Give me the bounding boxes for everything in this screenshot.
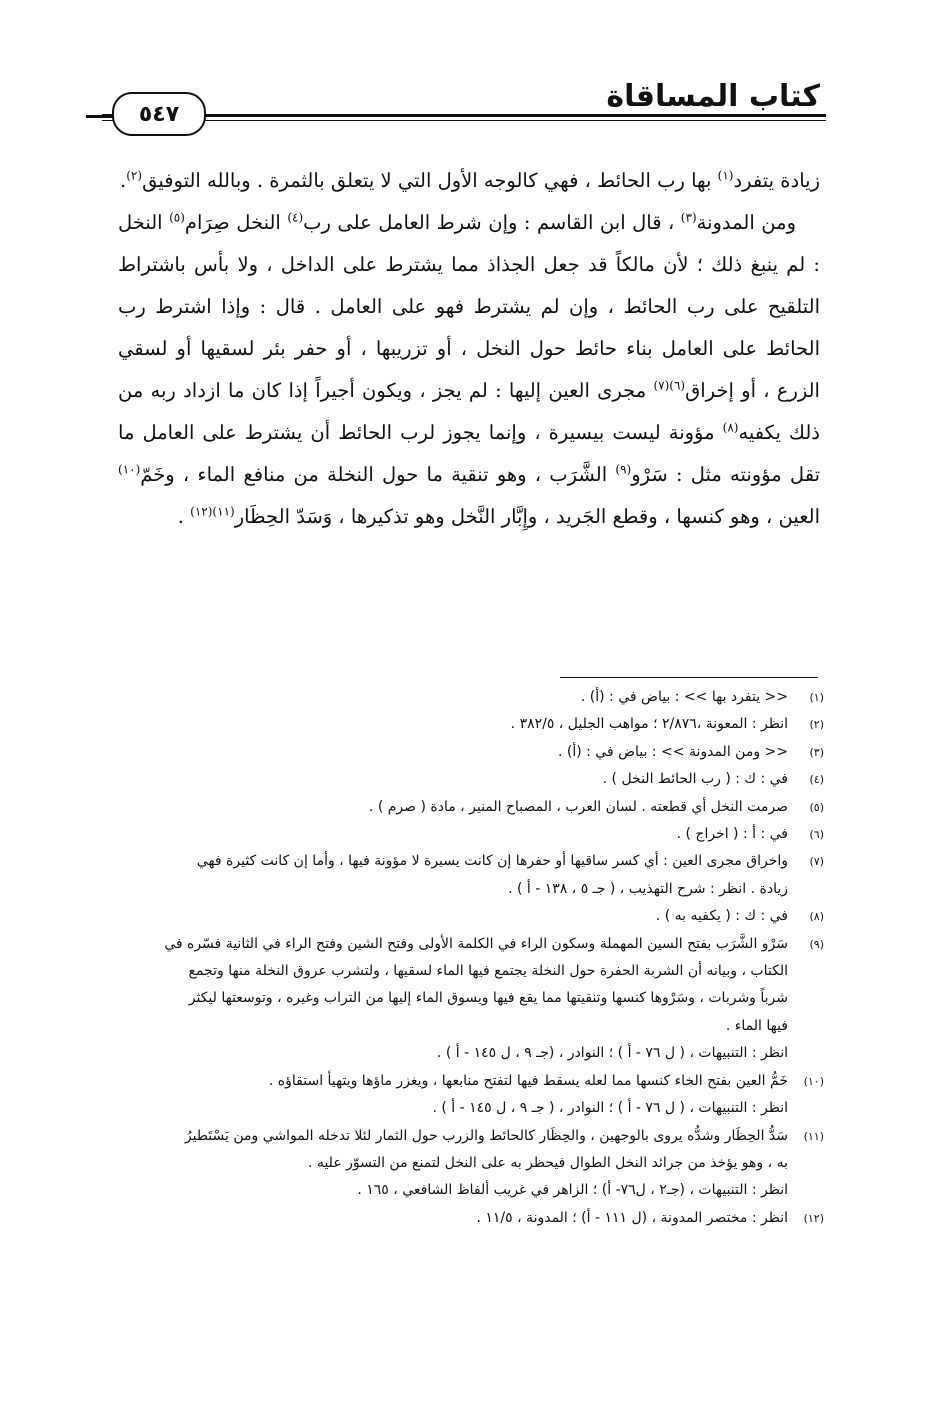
- footnote-ref: (١١)(١٢): [190, 504, 235, 519]
- footnote-ref: (١٠): [118, 462, 141, 477]
- text-run: العين ، وهو كنسها ، وقطع الجَريد ، وإِبَّار النَّخل وهو تذكيرها ، وَسَدّ الحِظَار: [234, 505, 820, 528]
- footnote-text: سَدُّ الحِظَار وشدُّه يروى بالوجهين ، والحِظَار كالحائط والزرب حول الثمار لئلا تدخله المواشي ومن يَسْتَطيرُ: [184, 1127, 788, 1144]
- footnote-number: (١٢): [803, 1211, 824, 1225]
- footnote-text: به ، وهو يؤخذ من جرائد النخل الطوال فيحظر به على النخل لتمنع من التسوّر عليه .: [308, 1154, 788, 1171]
- footnote: [88, 711, 824, 738]
- footnote-ref: (٥): [169, 210, 185, 225]
- text-run: .: [120, 169, 127, 192]
- text-run: مجرى العين إليها : لم يجز ، ويكون أجيراً إذا كان ما ازداد ربه من ذلك يكفيه: [118, 379, 820, 444]
- footnote: [88, 903, 824, 930]
- text-run: بها رب الحائط ، فهي كالوجه الأول التي لا يتعلق بالثمرة . وبالله التوفيق: [142, 169, 718, 192]
- footnote-ref: (٤): [287, 210, 304, 225]
- footnote: [88, 931, 824, 1068]
- text-run: مؤونة ليست بيسيرة ، وإنما يجوز لرب الحائط أن يشترط على العامل ما تقل مؤونته مثل : سَرْو: [118, 421, 820, 486]
- footnote-number: (٥): [809, 800, 824, 814]
- footnote-text: انظر : مختصر المدونة ، (ل ١١١ - أ) ؛ المدونة ، ١١/٥ .: [476, 1209, 788, 1226]
- footnote: [88, 1205, 824, 1232]
- header-rule-thin: [102, 120, 826, 121]
- footnote: [88, 821, 824, 848]
- footnote-divider: [560, 677, 818, 678]
- footnote-text: انظر : التنبيهات ، (جـ٢ ، ل٧٦- أ) ؛ الزاهر في غريب ألفاظ الشافعي ، ١٦٥ .: [357, 1182, 788, 1199]
- footnote-text: شرباً وشربات ، وسَرْوها كنسها وتنقيتها مما يقع فيها ويسوق الماء إليها من التراب وغيره ، وتوسعتها ليكثر: [188, 990, 788, 1007]
- text-run: النخل صِرَام: [184, 211, 288, 234]
- footnote-number: (٤): [809, 773, 824, 787]
- page-number: ٥٤٧: [138, 101, 180, 127]
- paragraph-1: [118, 160, 820, 202]
- footnote-ref: (٦)(٧): [653, 378, 686, 393]
- footnote-number: (٦): [809, 828, 824, 842]
- footnote-text: انظر : المعونة ،٢/٨٧٦ ؛ مواهب الجليل ، ٣٨٢/٥ .: [510, 716, 788, 733]
- text-run: ومن المدونة: [696, 211, 796, 234]
- footnote-text: خَمُّ العين بفتح الخاء كنسها مما لعله يسقط فيها لتفتح منابعها ، ويغزر ماؤها ويتهيأ استقاؤه .: [268, 1072, 788, 1089]
- text-run: الشَّرَب ، وهو تنقية ما حول النخلة من منافع الماء ، وخَمّ: [140, 463, 616, 486]
- footnote-number: (١): [809, 691, 824, 704]
- footnote-ref: (٣): [680, 210, 697, 225]
- footnote-text: << يتفرد بها >> : بياض في : (أ) .: [580, 689, 788, 705]
- footnote-text: فيها الماء .: [725, 1017, 788, 1034]
- footnote-text: في : أ : ( اخراج ) .: [676, 826, 788, 843]
- footnote: [88, 848, 824, 903]
- footnote-text: في : ك : ( رب الحائط النخل ) .: [602, 771, 788, 788]
- footnote: [88, 1068, 824, 1123]
- footnote: [88, 739, 824, 766]
- footnote-ref: (٨): [722, 420, 739, 435]
- footnote-text: انظر : التنبيهات ، ( ل ٧٦ - أ ) ؛ النوادر ، (جـ ٩ ، ل ١٤٥ - أ ) .: [436, 1045, 788, 1062]
- footnote-number: (٨): [809, 910, 824, 924]
- footnote-ref: (٩): [615, 462, 632, 477]
- footnote-text: سَرْو الشَّرَب بفتح السين المهملة وسكون الراء في الكلمة الأولى وفتح الشين وفتح الراء في الثانية فسّره في: [164, 935, 788, 952]
- main-text: [118, 160, 820, 538]
- footnote-text: زيادة . انظر : شرح التهذيب ، ( جـ ٥ ، ١٣٨ - أ ) .: [508, 880, 788, 897]
- footnote: [88, 794, 824, 821]
- paragraph-2: [118, 202, 820, 538]
- footnote-number: (٩): [809, 937, 824, 951]
- footnote: [88, 1123, 824, 1205]
- text-run: .: [177, 505, 191, 528]
- footnote-text: في : ك : ( يكفيه به ) .: [655, 908, 788, 925]
- footnote-number: (١٠): [803, 1074, 824, 1088]
- footnote-text: الكتاب ، وبيانه أن الشربة الحفرة حول النخلة يجتمع فيها الماء لسقيها ، ولتشرب عروق النخلة منها وتجمع: [188, 963, 788, 980]
- footnote: [88, 684, 824, 711]
- footnote-number: (٧): [809, 855, 824, 869]
- page-number-badge: [112, 92, 206, 136]
- running-header-title: كتاب المساقاة: [606, 79, 820, 114]
- footnote-ref: (١): [717, 168, 734, 183]
- text-run: زيادة يتفرد: [733, 169, 820, 192]
- footnote-text: << ومن المدونة >> : بياض في : (أ) .: [557, 743, 788, 760]
- footnote-ref: (٢): [126, 168, 143, 183]
- text-run: النخل : لم ينبغ ذلك ؛ لأن مالكاً قد جعل الجذاذ مما يشترط على الداخل ، ولا بأس باشتراط التلقيح على رب الحائط ، وإن لم يشترط فهو على العامل . قال : وإذا اشترط رب الحائط على العامل بناء حائط حول النخل ، أو تزريبها ، أو حفر بئر لسقيها أو لسقي الزرع ، أو إخراق: [118, 211, 820, 402]
- footnote-number: (٢): [809, 718, 824, 732]
- footnote-text: انظر : التنبيهات ، ( ل ٧٦ - أ ) ؛ النوادر ، ( جـ ٩ ، ل ١٤٥ - أ ) .: [432, 1100, 788, 1117]
- footnote-text: صرمت النخل أي قطعته . لسان العرب ، المصباح المنير ، مادة ( صرم ) .: [368, 798, 788, 815]
- footnote-number: (١١): [803, 1129, 824, 1143]
- footnotes: [88, 684, 824, 1232]
- header-rule: [102, 114, 826, 117]
- text-run: ، قال ابن القاسم : وإن شرط العامل على رب: [303, 211, 681, 234]
- footnote: [88, 766, 824, 793]
- footnote-text: واخراق مجرى العين : أي كسر ساقيها أو حفرها إن كانت يسيرة لا مؤونة فيها ، وأما إن كانت كثيرة فهي: [196, 853, 788, 870]
- footnote-number: (٣): [809, 745, 824, 759]
